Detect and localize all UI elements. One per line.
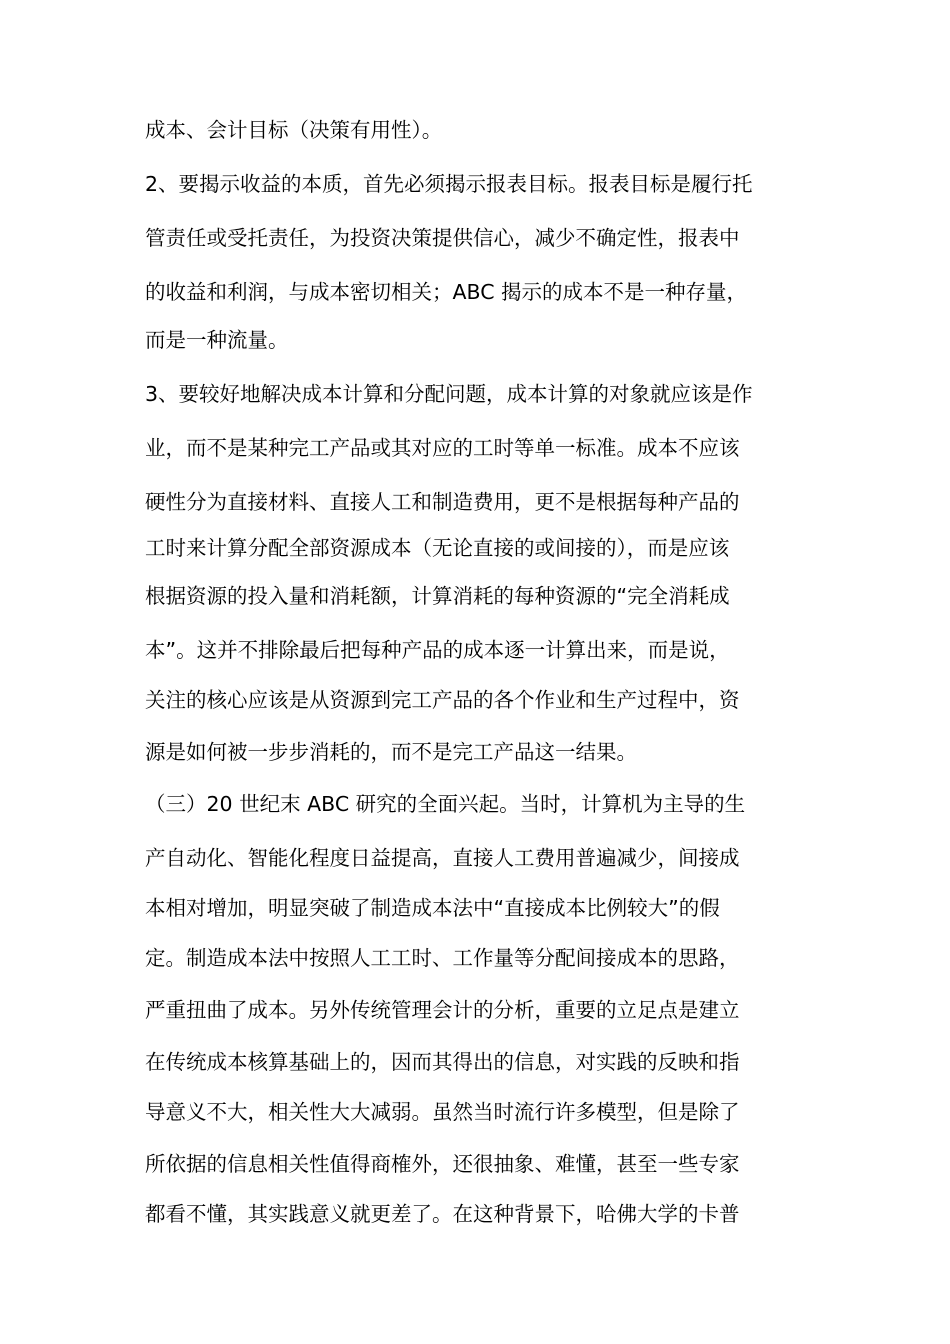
text-line: 在传统成本核算基础上的，因而其得出的信息，对实践的反映和指 <box>145 1050 740 1074</box>
text-line: 导意义不大，相关性大大减弱。虽然当时流行许多模型，但是除了 <box>145 1100 740 1124</box>
text-line: 所依据的信息相关性值得商榷外，还很抽象、难懂，甚至一些专家 <box>145 1152 740 1176</box>
text-line: 而是一种流量。 <box>145 328 289 352</box>
text-line: 都看不懂，其实践意义就更差了。在这种背景下，哈佛大学的卡普 <box>145 1202 740 1226</box>
text-line: 本相对增加，明显突破了制造成本法中“直接成本比例较大”的假 <box>145 896 720 920</box>
text-line: 定。制造成本法中按照人工工时、工作量等分配间接成本的思路， <box>145 946 740 970</box>
text-line: 工时来计算分配全部资源成本（无论直接的或间接的），而是应该 <box>145 536 730 560</box>
text-line: 3、要较好地解决成本计算和分配问题，成本计算的对象就应该是作 <box>145 382 753 406</box>
text-line: 业，而不是某种完工产品或其对应的工时等单一标准。成本不应该 <box>145 436 740 460</box>
text-line: 严重扭曲了成本。另外传统管理会计的分析，重要的立足点是建立 <box>145 998 740 1022</box>
text-line: 硬性分为直接材料、直接人工和制造费用，更不是根据每种产品的 <box>145 490 740 514</box>
text-line: （三）20 世纪末 ABC 研究的全面兴起。当时，计算机为主导的生 <box>145 792 746 816</box>
text-line: 的收益和利润，与成本密切相关；ABC 揭示的成本不是一种存量， <box>145 280 748 304</box>
text-line: 关注的核心应该是从资源到完工产品的各个作业和生产过程中，资 <box>145 688 740 712</box>
text-line: 管责任或受托责任，为投资决策提供信心，减少不确定性，报表中 <box>145 226 740 250</box>
text-line: 源是如何被一步步消耗的，而不是完工产品这一结果。 <box>145 740 637 764</box>
text-line: 根据资源的投入量和消耗额，计算消耗的每种资源的“完全消耗成 <box>145 584 730 608</box>
text-line: 产自动化、智能化程度日益提高，直接人工费用普遍减少，间接成 <box>145 846 740 870</box>
text-line: 成本、会计目标（决策有用性）。 <box>145 118 443 142</box>
text-line: 2、要揭示收益的本质，首先必须揭示报表目标。报表目标是履行托 <box>145 172 753 196</box>
text-line: 本”。这并不排除最后把每种产品的成本逐一计算出来，而是说， <box>145 638 730 662</box>
